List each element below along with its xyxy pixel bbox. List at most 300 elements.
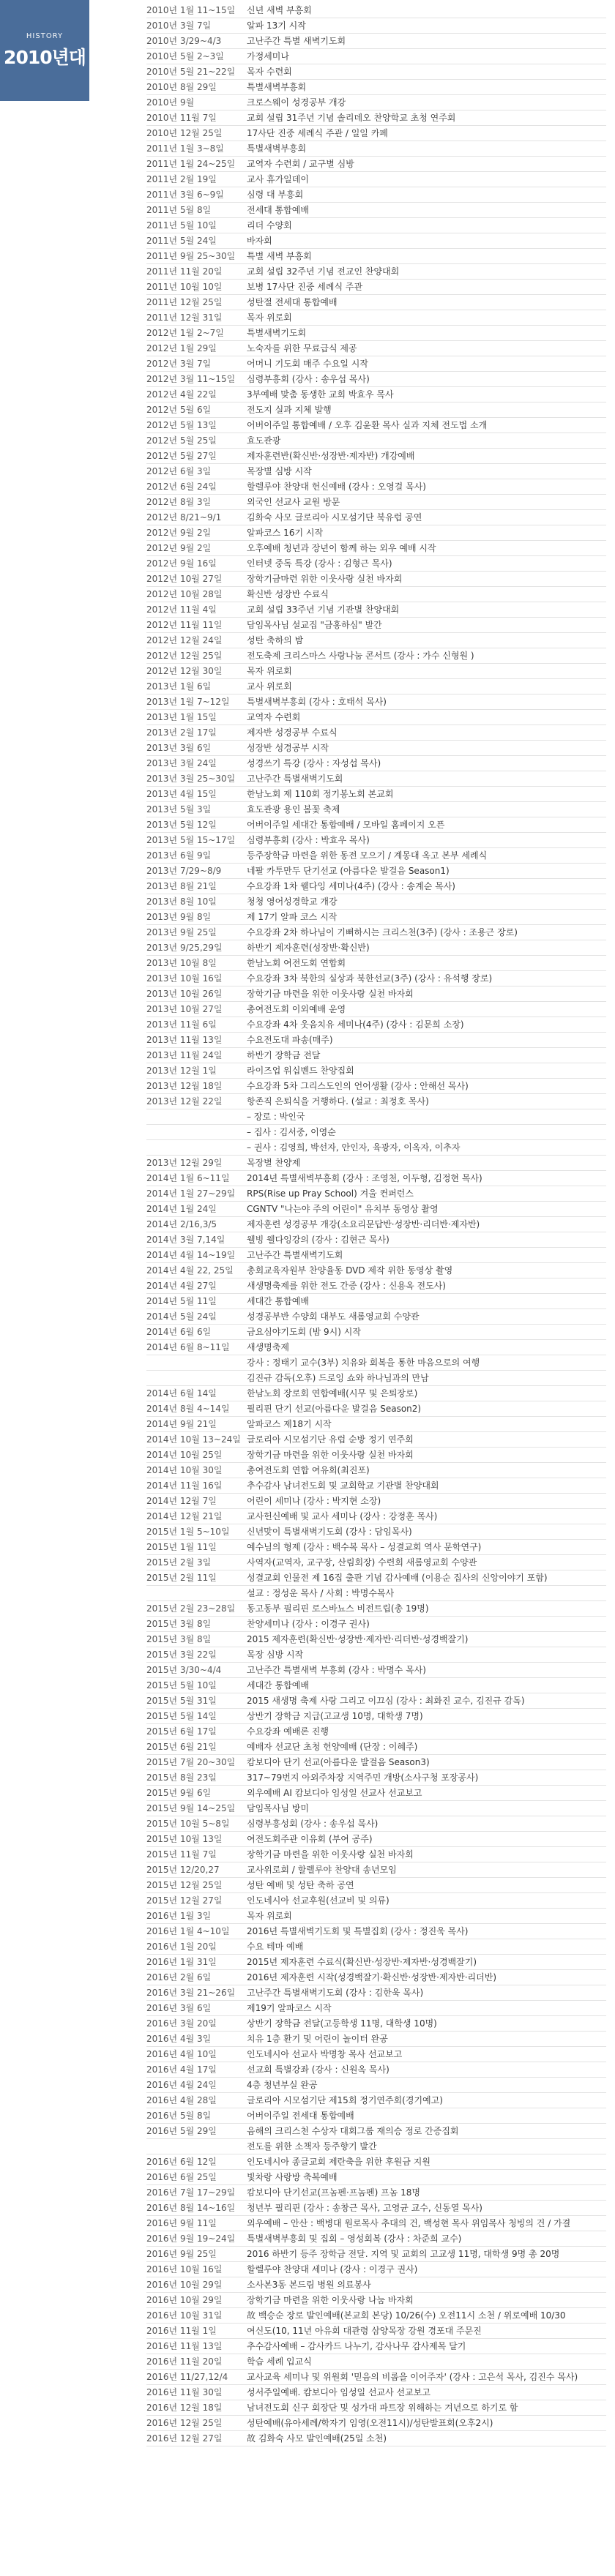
timeline-row <box>0 971 615 986</box>
timeline-row <box>0 1801 615 1816</box>
event-description: 성탄 예배 및 성탄 축하 공연 <box>247 1880 354 1890</box>
event-description: 특별새벽부흥회 및 집회 – 영성회복 (강사 : 차준희 교수) <box>247 2234 462 2244</box>
event-date: 2011년 12월 31일 <box>146 312 223 323</box>
event-date: 2012년 9월 2일 <box>146 528 212 538</box>
event-date: 2014년 5월 11일 <box>146 1296 217 1306</box>
timeline-row <box>0 1094 615 1109</box>
event-date: 2013년 10월 8일 <box>146 958 217 968</box>
event-date: 2013년 12월 1일 <box>146 1066 217 1076</box>
event-date: 2016년 11월 30일 <box>146 2387 223 2397</box>
event-date: 2015년 2월 3일 <box>146 1557 212 1568</box>
event-date: 2013년 9월 25일 <box>146 927 217 937</box>
event-description: – 집사 : 김서중, 이영순 <box>247 1127 336 1137</box>
event-date: 2016년 4월 24일 <box>146 2080 217 2090</box>
event-description: 전도지 실과 지체 발행 <box>247 405 332 415</box>
event-description: 심령부흥성회 (강사 : 송우섭 목사) <box>247 1819 379 1829</box>
event-date: 2015년 3월 22일 <box>146 1650 217 1660</box>
event-description: 담임목사님 방미 <box>247 1803 309 1813</box>
event-description: 2015년 제자훈련 수료식(확신반·성장반·제자반·성경백잘기) <box>247 1957 477 1967</box>
timeline-row <box>0 1955 615 1970</box>
event-description: 찬양세미나 (강사 : 이경구 권사) <box>247 1619 370 1629</box>
event-description: 크로스웨이 성경공부 개강 <box>247 97 346 108</box>
timeline-row <box>0 2400 615 2416</box>
event-description: 성장반 성경공부 시작 <box>247 743 329 753</box>
event-date: 2010년 3월 7일 <box>146 20 212 31</box>
event-date: 2014년 1월 24일 <box>146 1204 217 1214</box>
timeline-row <box>0 310 615 326</box>
timeline-row <box>0 1570 615 1586</box>
timeline-row <box>0 510 615 525</box>
event-description: 목장 심방 시작 <box>247 1650 304 1660</box>
event-description: 추수감사예배 – 감사카드 나누기, 감사나무 감사제목 달기 <box>247 2341 466 2351</box>
timeline-row <box>0 1893 615 1909</box>
timeline-row <box>0 556 615 572</box>
event-description: 청년부 필리핀 (강사 : 송창근 목사, 고영균 교수, 신동열 목사) <box>247 2203 482 2213</box>
event-date: 2011년 10월 10일 <box>146 282 223 292</box>
timeline-row <box>0 1862 615 1878</box>
event-description: 교사 휴가일데이 <box>247 174 309 184</box>
timeline-row <box>0 2293 615 2308</box>
event-date: 2010년 8월 29일 <box>146 82 217 92</box>
timeline-row <box>0 3 615 18</box>
event-description: 수요강좌 예배론 진행 <box>247 1726 329 1737</box>
event-description: 제자훈련 성경공부 개강(소요리문답반·성장반·리더반·제자반) <box>247 1219 480 1229</box>
timeline-row <box>0 2139 615 2154</box>
event-date: 2012년 12월 30일 <box>146 666 223 676</box>
event-description: 바자회 <box>247 236 272 246</box>
event-date: 2012년 3월 7일 <box>146 359 212 369</box>
event-description: 인도네시아 선교사 박명창 목사 선교보고 <box>247 2049 403 2059</box>
event-description: 심령 대 부흥회 <box>247 190 304 200</box>
event-description: 강사 : 정태기 교수(3부) 치유와 회복을 통한 마음으로의 여행 <box>247 1358 480 1368</box>
event-description: 교사헌신예배 및 교사 세미나 (강사 : 강정훈 목사) <box>247 1511 438 1521</box>
event-date: 2013년 7/29~8/9 <box>146 866 222 876</box>
event-date: 2013년 12월 22일 <box>146 1096 223 1107</box>
event-date: 2014년 4월 14~19일 <box>146 1250 236 1260</box>
event-date: 2010년 1월 11~15일 <box>146 5 236 15</box>
event-date: 2015년 9월 14~25일 <box>146 1803 236 1813</box>
event-date: 2016년 5월 29일 <box>146 2126 217 2136</box>
timeline-row <box>0 1294 615 1309</box>
timeline-row <box>0 141 615 157</box>
event-description: 소사본3동 본드림 병원 의료봉사 <box>247 2280 371 2290</box>
timeline-row <box>0 295 615 310</box>
timeline-row <box>0 1278 615 1294</box>
event-description: 상반기 장학금 지급(고교생 10명, 대학생 7명) <box>247 1711 423 1721</box>
timeline-row <box>0 1386 615 1401</box>
timeline-row <box>0 587 615 602</box>
event-description: 3부예배 맞춤 동생한 교회 박효우 목사 <box>247 389 394 400</box>
timeline-row <box>0 940 615 956</box>
timeline-row <box>0 1709 615 1724</box>
timeline-row <box>0 1909 615 1924</box>
timeline-row <box>0 95 615 111</box>
event-date: 2015년 6월 17일 <box>146 1726 217 1737</box>
event-date: 2012년 8월 3일 <box>146 497 212 507</box>
timeline-row <box>0 756 615 771</box>
event-date: 2013년 12월 29일 <box>146 1158 223 1168</box>
event-date: 2012년 5월 27일 <box>146 451 217 461</box>
event-date: 2012년 5월 6일 <box>146 405 212 415</box>
event-description: 수요강좌 3차 북한의 실상과 북한선교(3주) (강사 : 유석행 장로) <box>247 973 493 984</box>
timeline-row <box>0 1832 615 1847</box>
event-date: 2016년 7월 17~29일 <box>146 2187 236 2198</box>
event-description: 심령부흥회 (강사 : 송우섭 목사) <box>247 374 370 384</box>
timeline-row <box>0 1647 615 1663</box>
timeline-row <box>0 1371 615 1386</box>
timeline-row <box>0 2154 615 2170</box>
event-date: 2016년 11월 13일 <box>146 2341 223 2351</box>
event-description: 어린이 세미나 (강사 : 박지현 소장) <box>247 1496 381 1506</box>
timeline-row <box>0 1878 615 1893</box>
timeline-row <box>0 879 615 894</box>
timeline-row <box>0 2385 615 2400</box>
event-date: 2015년 12월 25일 <box>146 1880 223 1890</box>
timeline-row <box>0 2016 615 2032</box>
event-description: 김화숙 사모 글로리아 시모섬기단 북유럽 공연 <box>247 512 422 523</box>
event-date: 2015년 5월 31일 <box>146 1696 217 1706</box>
timeline-row <box>0 679 615 694</box>
event-date: 2011년 1월 3~8일 <box>146 143 224 154</box>
event-date: 2016년 4월 10일 <box>146 2049 217 2059</box>
event-description: 성서주일예배. 캄보디아 임성일 선교사 선교보고 <box>247 2387 430 2397</box>
event-date: 2014년 5월 24일 <box>146 1311 217 1322</box>
event-description: 고난주간 특별 새벽기도회 <box>247 36 346 46</box>
timeline-row <box>0 1325 615 1340</box>
event-date: 2012년 10월 28일 <box>146 589 223 599</box>
event-date: 2013년 8월 10일 <box>146 896 217 907</box>
event-description: 제자반 성경공부 수료식 <box>247 727 338 738</box>
event-description: 외국인 선교사 교원 방문 <box>247 497 340 507</box>
event-date: 2013년 10월 27일 <box>146 1004 223 1014</box>
timeline-row <box>0 787 615 802</box>
event-date: 2016년 11월 1일 <box>146 2326 217 2336</box>
event-date: 2012년 4월 22일 <box>146 389 217 400</box>
timeline-row <box>0 1309 615 1325</box>
event-date: 2013년 1월 15일 <box>146 712 217 722</box>
event-description: 한남노회 제 110회 정기봉노회 본교회 <box>247 789 394 799</box>
event-description: 글로리아 시모섬기단 유럽 순방 정기 연주회 <box>247 1434 414 1445</box>
timeline-row <box>0 1524 615 1540</box>
event-date: 2015년 3월 8일 <box>146 1619 212 1629</box>
timeline-row <box>0 864 615 879</box>
event-date: 2012년 6월 24일 <box>146 482 217 492</box>
event-date: 2016년 4월 3일 <box>146 2034 212 2044</box>
timeline-row <box>0 741 615 756</box>
event-date: 2016년 3월 20일 <box>146 2018 217 2029</box>
timeline-row <box>0 1632 615 1647</box>
event-description: 2014년 특별새벽부흥회 (강사 : 조영천, 이두형, 김정현 목사) <box>247 1173 482 1183</box>
event-description: 치유 1층 환기 및 어린이 놀이터 완공 <box>247 2034 388 2044</box>
event-date: 2016년 10월 29일 <box>146 2295 223 2305</box>
timeline-row <box>0 1202 615 1217</box>
event-date: 2015년 8월 23일 <box>146 1772 217 1783</box>
event-description: 성경쓰기 특강 (강사 : 자성섭 목사) <box>247 758 381 768</box>
event-date: 2016년 2월 6일 <box>146 1972 212 1982</box>
event-date: 2012년 8/21~9/1 <box>146 512 222 523</box>
event-description: 어버이주일 통합예배 / 오후 김윤환 목사 실과 지체 전도법 소개 <box>247 420 488 430</box>
timeline-row <box>0 1693 615 1709</box>
timeline-row <box>0 1939 615 1955</box>
timeline-row <box>0 725 615 741</box>
event-description: 리더 수양회 <box>247 220 292 231</box>
timeline-row <box>0 1816 615 1832</box>
event-description: 고난주간 특별새벽기도회 <box>247 774 343 784</box>
event-description: 할렐루야 찬양대 헌신예배 (강사 : 오영걸 목사) <box>247 482 426 492</box>
timeline-row <box>0 1663 615 1678</box>
timeline-row <box>0 1340 615 1355</box>
event-date: 2013년 5월 15~17일 <box>146 835 236 845</box>
event-date: 2015년 6월 21일 <box>146 1742 217 1752</box>
timeline-row <box>0 2108 615 2124</box>
event-description: 목장별 심방 시작 <box>247 466 312 476</box>
event-date: 2015년 5월 10일 <box>146 1680 217 1690</box>
timeline-row <box>0 2078 615 2093</box>
timeline-row <box>0 433 615 449</box>
event-date: 2015년 10월 13일 <box>146 1834 223 1844</box>
timeline-row <box>0 925 615 940</box>
event-description: 효도관광 <box>247 435 281 446</box>
event-description: 청청 영어성경학교 개강 <box>247 896 338 907</box>
event-date: 2015년 11월 7일 <box>146 1849 217 1860</box>
event-description: 제19기 알파코스 시작 <box>247 2003 332 2013</box>
event-date: 2016년 1월 4~10일 <box>146 1926 230 1936</box>
event-description: 장학기금 마련을 위한 이웃사랑 실천 바자회 <box>247 1849 414 1860</box>
timeline-row <box>0 2370 615 2385</box>
event-description: 특별새벽부흥회 <box>247 82 307 92</box>
event-description: 2015 제자훈련(확신반·성장반·제자반·리더반·성경백잘기) <box>247 1634 469 1644</box>
badge-label-decade: 2010년대 <box>4 46 86 68</box>
timeline-row <box>0 2170 615 2185</box>
timeline-row <box>0 664 615 679</box>
timeline-row <box>0 2354 615 2370</box>
event-date: 2011년 1월 24~25일 <box>146 159 236 169</box>
timeline-row <box>0 387 615 402</box>
event-description: 학습 세례 입교식 <box>247 2356 312 2367</box>
event-date: 2016년 10월 29일 <box>146 2280 223 2290</box>
event-description: 세대간 통합예배 <box>247 1296 309 1306</box>
timeline-row <box>0 2093 615 2108</box>
event-date: 2012년 11월 4일 <box>146 604 217 615</box>
event-date: 2016년 3월 21~26일 <box>146 1988 236 1998</box>
event-description: 오후예배 청년과 장년이 함께 하는 외우 예배 시작 <box>247 543 436 553</box>
timeline-row <box>0 1755 615 1770</box>
timeline-row <box>0 1109 615 1125</box>
timeline-row <box>0 187 615 203</box>
event-date: 2016년 9월 11일 <box>146 2218 217 2228</box>
timeline-row <box>0 418 615 433</box>
timeline-row <box>0 233 615 249</box>
timeline-row <box>0 157 615 172</box>
event-date: 2013년 8월 21일 <box>146 881 217 891</box>
timeline-row <box>0 64 615 80</box>
timeline-row <box>0 2001 615 2016</box>
timeline-row <box>0 1002 615 1017</box>
event-date: 2014년 6월 14일 <box>146 1388 217 1399</box>
event-date: 2010년 11월 7일 <box>146 113 217 123</box>
event-date: 2013년 2월 17일 <box>146 727 217 738</box>
timeline-row <box>0 1847 615 1862</box>
event-description: 웰빙 웰다잉강의 (강사 : 김현근 목사) <box>247 1235 390 1245</box>
event-date: 2010년 5월 21~22일 <box>146 67 236 77</box>
event-description: 목자 수련회 <box>247 67 292 77</box>
event-description: 동고동부 필리핀 로스바뇨스 비전트립(총 19명) <box>247 1603 429 1614</box>
timeline-row <box>0 2216 615 2231</box>
event-description: 예수님의 형제 (강사 : 백수복 목사 – 성결교회 역사 문학연구) <box>247 1542 482 1552</box>
event-description: 목자 위로회 <box>247 1911 292 1921</box>
timeline-row <box>0 264 615 280</box>
event-description: 세대간 통합예배 <box>247 1680 309 1690</box>
event-date: 2016년 10월 31일 <box>146 2310 223 2321</box>
timeline-row <box>0 1125 615 1140</box>
event-description: 알파코스 16기 시작 <box>247 528 324 538</box>
badge-label-small: HISTORY <box>26 31 64 40</box>
event-date: 2010년 12월 25일 <box>146 128 223 138</box>
event-description: 담임목사님 설교집 "금홍하심" 발간 <box>247 620 382 630</box>
event-description: 노숙자를 위한 무료급식 제공 <box>247 343 357 353</box>
event-description: 교사 위로회 <box>247 681 292 692</box>
timeline-row <box>0 1540 615 1555</box>
event-date: 2012년 9월 2일 <box>146 543 212 553</box>
timeline-row <box>0 1786 615 1801</box>
event-date: 2013년 3월 25~30일 <box>146 774 236 784</box>
event-date: 2016년 6월 12일 <box>146 2157 217 2167</box>
event-date: 2015년 10월 5~8일 <box>146 1819 230 1829</box>
timeline-row <box>0 1140 615 1156</box>
event-date: 2015년 1월 11일 <box>146 1542 217 1552</box>
event-description: 사역자(교역자, 교구장, 산림회장) 수련회 새롬영교회 수양관 <box>247 1557 477 1568</box>
timeline-row <box>0 49 615 64</box>
timeline-row <box>0 249 615 264</box>
event-date: 2011년 9월 25~30일 <box>146 251 236 261</box>
event-description: 수요전도대 파송(매주) <box>247 1035 333 1045</box>
event-description: 교사위로회 / 할렐루야 찬양대 송년모임 <box>247 1865 397 1875</box>
event-date: 2013년 1월 6일 <box>146 681 212 692</box>
event-description: 남녀전도회 신구 회장단 및 성가대 파트장 위해하는 겨년으로 하기로 함 <box>247 2403 518 2413</box>
event-description: 여신도(10, 11년 아유회 대관령 삼양목장 강원 경포대 주문진 <box>247 2326 482 2336</box>
timeline-row <box>0 2032 615 2047</box>
timeline-row <box>0 1509 615 1524</box>
timeline-row <box>0 910 615 925</box>
event-date: 2012년 3월 11~15일 <box>146 374 236 384</box>
event-description: 확신반 성장반 수료식 <box>247 589 329 599</box>
timeline-row <box>0 1417 615 1432</box>
event-date: 2013년 12월 18일 <box>146 1081 223 1091</box>
timeline-row <box>0 1494 615 1509</box>
timeline-row <box>0 1678 615 1693</box>
event-description: 인도네시아 종글교회 제란축을 위한 후원금 지원 <box>247 2157 430 2167</box>
event-description: 제자훈련반(확신반·성장반·제자반) 개강예배 <box>247 451 415 461</box>
event-description: 특별새벽기도회 <box>247 328 307 338</box>
event-date: 2016년 4월 28일 <box>146 2095 217 2105</box>
event-date: 2014년 1월 27~29일 <box>146 1188 236 1199</box>
event-description: 수요강좌 5차 그리스도인의 언어생활 (강사 : 안해선 목사) <box>247 1081 469 1091</box>
event-description: 필리핀 단기 선교(아름다운 발걸음 Season2) <box>247 1404 422 1414</box>
event-description: 성경공부반 수양회 대부도 새롬영교회 수양관 <box>247 1311 420 1322</box>
timeline-row <box>0 894 615 910</box>
event-description: 전세대 통합예배 <box>247 205 309 215</box>
timeline-row <box>0 2047 615 2062</box>
event-date: 2012년 11월 11일 <box>146 620 223 630</box>
timeline-row <box>0 1555 615 1570</box>
event-date: 2016년 5월 8일 <box>146 2111 212 2121</box>
timeline-row <box>0 449 615 464</box>
timeline-row <box>0 1063 615 1079</box>
event-description: 라이즈업 워십벤드 찬양집회 <box>247 1066 354 1076</box>
event-date: 2015년 9월 6일 <box>146 1788 212 1798</box>
timeline-row <box>0 1248 615 1263</box>
event-description: 어머니 기도회 매주 수요일 시작 <box>247 359 368 369</box>
event-description: 김진규 감독(오후) 드로잉 쇼와 하나님과의 만남 <box>247 1373 429 1383</box>
timeline-row <box>0 326 615 341</box>
event-date: 2014년 4월 27일 <box>146 1281 217 1291</box>
timeline-row <box>0 1617 615 1632</box>
event-description: 글로리아 시모섬기단 제15회 정기연주회(경기예고) <box>247 2095 443 2105</box>
event-description: 전도축제 크리스마스 사랑나눔 콘서트 (강사 : 가수 신형원 ) <box>247 651 474 661</box>
event-date: 2011년 12월 25일 <box>146 297 223 307</box>
timeline-row <box>0 1432 615 1448</box>
event-description: 2016년 제자훈련 시작(성경백잘기·확신반·성장반·제자반·리더반) <box>247 1972 496 1982</box>
event-date: 2013년 10월 16일 <box>146 973 223 984</box>
event-date: 2012년 12월 25일 <box>146 651 223 661</box>
event-date: 2016년 12월 27일 <box>146 2433 223 2444</box>
event-date: 2015년 2월 23~28일 <box>146 1603 236 1614</box>
timeline-row <box>0 479 615 495</box>
event-description: 빛차랑 사랑방 축복예배 <box>247 2172 338 2182</box>
event-date: 2014년 8월 4~14일 <box>146 1404 230 1414</box>
timeline-row <box>0 2201 615 2216</box>
timeline-row <box>0 2124 615 2139</box>
timeline-row <box>0 986 615 1002</box>
timeline-row <box>0 1724 615 1740</box>
timeline-row <box>0 126 615 141</box>
timeline-row <box>0 848 615 864</box>
event-description: 교역자 수련회 <box>247 712 301 722</box>
event-description: 외우예배 – 안산 : 백병대 원로목사 추대의 건, 백성현 목사 위임목사 청빙의 건 / 가결 <box>247 2218 571 2228</box>
event-description: 장학기금마련 위한 이웃사랑 실천 바자회 <box>247 574 403 584</box>
event-date: 2016년 1월 31일 <box>146 1957 217 1967</box>
event-date: 2014년 4월 22, 25일 <box>146 1265 234 1276</box>
event-description: 선교회 특별강좌 (강사 : 신원옥 목사) <box>247 2064 390 2075</box>
event-description: 인터넷 중독 특강 (강사 : 김형근 목사) <box>247 558 392 569</box>
timeline-row <box>0 710 615 725</box>
timeline-row <box>0 1186 615 1202</box>
event-description: 여전도회주관 이유회 (부여 공주) <box>247 1834 373 1844</box>
event-description: 가정세미나 <box>247 51 289 61</box>
event-description: 상반기 장학금 전달(고등학생 11명, 대학생 10명) <box>247 2018 437 2029</box>
event-date: 2014년 11월 16일 <box>146 1480 223 1491</box>
event-description: 하반기 제자훈련(성장반·확신반) <box>247 943 370 953</box>
timeline-row <box>0 1033 615 1048</box>
timeline-row <box>0 2277 615 2293</box>
event-date: 2012년 1월 29일 <box>146 343 217 353</box>
timeline-row <box>0 80 615 95</box>
timeline-row <box>0 2339 615 2354</box>
event-date: 2015년 3월 8일 <box>146 1634 212 1644</box>
event-date: 2016년 11/27,12/4 <box>146 2372 228 2382</box>
timeline-row <box>0 1355 615 1371</box>
event-description: 2016년 특별새벽기도회 및 특별집회 (강사 : 정진욱 목사) <box>247 1926 469 1936</box>
timeline-row <box>0 2416 615 2431</box>
event-description: 신년 새벽 부흥회 <box>247 5 312 15</box>
event-date: 2016년 1월 3일 <box>146 1911 212 1921</box>
event-date: 2014년 2/16,3/5 <box>146 1219 217 1229</box>
event-description: 음해의 크리스천 수상자 대회그룹 재의승 정로 간증집회 <box>247 2126 459 2136</box>
timeline-row <box>0 31 615 49</box>
event-description: 캄보디아 단기선교(프놈펜·프놈펜) 프놈 18명 <box>247 2187 420 2198</box>
event-description: 교역자 수련회 / 교구별 심방 <box>247 159 354 169</box>
event-description: CGNTV "나는야 주의 어린이" 유치부 동영상 촬영 <box>247 1204 439 1214</box>
